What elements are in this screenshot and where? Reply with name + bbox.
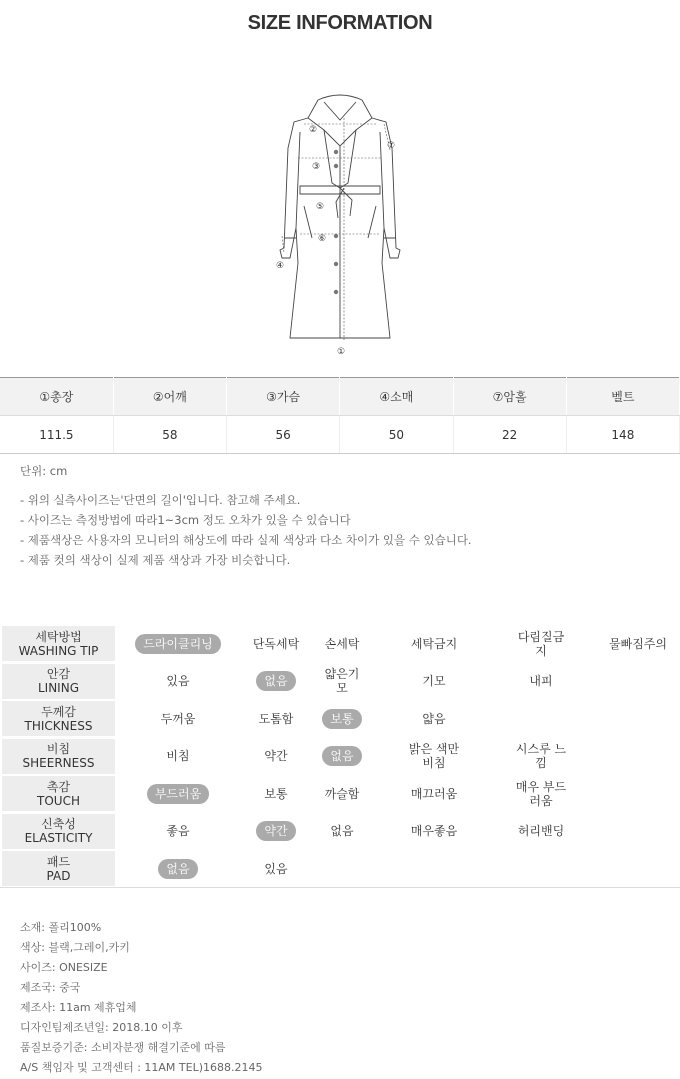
size-table [0,377,680,454]
size-header-belt: 벨트 [566,378,679,416]
size-value-sleeve: 50 [340,416,453,454]
property-label-en: SHEERNESS [22,756,95,770]
property-label-ko: 안감 [46,667,71,681]
property-option-label: 도톰함 [258,711,294,726]
property-option [394,775,474,813]
property-option-label: 드라이클리닝 [135,634,221,654]
note-item: - 사이즈는 측정방법에 따라1~3cm 정도 오차가 있을 수 있습니다 [20,513,351,527]
property-option-selected [311,738,373,776]
property-option-label: 부드러움 [147,784,209,804]
property-option-selected [134,850,222,888]
unit-label: 단위: cm [20,464,68,478]
property-label [2,814,115,849]
property-option [394,813,474,851]
property-option-label: 얇은기모 [324,667,360,696]
property-label-en: WASHING TIP [18,643,99,658]
property-row [0,663,680,701]
property-option-label: 없음 [322,746,361,766]
marker-hem: ⑥ [318,234,327,244]
size-value-shoulder: 58 [113,416,226,454]
property-option-label: 보통 [264,786,288,801]
property-option-label: 보통 [322,709,361,729]
coat-illustration [260,88,420,358]
property-option [506,813,576,851]
property-option-selected [241,663,311,701]
property-option-label: 손세탁 [324,636,360,651]
property-option [241,738,311,776]
property-option [506,738,576,776]
property-option-label: 비침 [166,749,190,764]
page-title: SIZE INFORMATION [247,12,433,34]
property-label [2,776,115,811]
property-option-label: 없음 [330,824,354,839]
marker-waist: ⑤ [316,202,325,212]
property-option-label: 물빠짐주의 [609,636,667,651]
property-option-label: 있음 [264,861,288,876]
property-label [2,664,115,699]
property-label [2,626,115,661]
property-option [311,813,373,851]
property-row [0,813,680,851]
property-label-ko: 두께감 [41,704,76,719]
property-option [134,813,222,851]
size-header-shoulder: ②어깨 [113,378,226,416]
property-option [394,738,474,776]
property-option-selected [311,700,373,738]
marker-sleeve: ④ [276,261,285,271]
measurement-markers [276,125,395,357]
property-option-label: 약간 [256,821,295,841]
property-label-en: ELASTICITY [24,831,93,845]
property-label-en: PAD [46,868,71,883]
property-option [134,700,222,738]
size-header-armhole: ⑦암홀 [453,378,566,416]
spec-country: 제조국: 중국 [20,981,81,994]
note-item: - 제품 컷의 색상이 실제 제품 색상과 가장 비슷합니다. [20,553,291,567]
property-option [506,663,576,701]
property-option-label: 얇음 [422,711,446,726]
spec-date: 디자인팀제조년일: 2018.10 이후 [20,1021,183,1034]
property-label-en: TOUCH [37,793,80,808]
size-table-value-row [0,416,680,454]
property-label-ko: 신축성 [41,817,76,831]
property-option [311,663,373,701]
property-row [0,700,680,738]
size-header-total-length: ①총장 [0,378,113,416]
property-label-en: LINING [37,681,79,695]
property-option-label: 매끄러움 [410,786,458,801]
property-option-label: 단독세탁 [252,636,300,651]
property-option-label: 매우좋음 [410,824,458,839]
property-label-ko: 패드 [46,854,71,869]
property-option-label: 기모 [422,674,446,689]
coat-diagram [260,88,420,358]
property-option [134,738,222,776]
property-option [394,700,474,738]
product-properties-table [0,625,680,888]
property-option [241,850,311,888]
size-value-total-length: 111.5 [0,416,113,454]
property-option [311,775,373,813]
marker-chest: ③ [312,162,321,172]
property-option [598,625,678,663]
property-option-label: 내피 [529,674,553,689]
property-option [506,625,576,663]
property-option-label: 세탁금지 [410,636,458,651]
property-row [0,850,680,888]
size-notes [20,490,660,570]
property-option [241,700,311,738]
property-option-label: 매우 부드러움 [515,779,567,808]
property-option-label: 시스루 느낌 [515,742,567,771]
property-option-selected [134,775,222,813]
note-item: - 제품색상은 사용자의 모니터의 해상도에 따라 실제 색상과 다소 차이가 있을 수 있습니다. [20,533,472,547]
size-value-chest: 56 [227,416,340,454]
spec-material: 소재: 폴리100% [20,921,102,934]
property-option-selected [241,813,311,851]
spec-customer-service: A/S 책임자 및 고객센터 : 11AM TEL)1688.2145 [20,1061,263,1074]
property-option [394,625,474,663]
property-option [241,775,311,813]
size-header-chest: ③가슴 [227,378,340,416]
property-option-selected [134,625,222,663]
property-label-ko: 세탁방법 [35,629,82,644]
property-label [2,701,115,736]
property-label [2,851,115,886]
marker-shoulder: ② [309,125,318,135]
property-option-label: 약간 [264,749,288,764]
note-item: - 위의 실측사이즈는'단면의 길이'입니다. 참고해 주세요. [20,493,301,507]
property-option [241,625,311,663]
property-label-ko: 비침 [46,742,71,756]
property-row [0,738,680,776]
property-option-label: 다림질금지 [517,629,565,658]
property-option [506,775,576,813]
spec-size: 사이즈: ONESIZE [20,961,108,974]
property-option-label: 있음 [166,674,190,689]
property-option-label: 밝은 색만 비침 [408,742,460,771]
property-option-label: 없음 [158,859,197,879]
property-option-label: 두꺼움 [160,711,196,726]
property-option [311,625,373,663]
property-option-label: 좋음 [166,824,190,839]
property-option-label: 없음 [256,671,295,691]
spec-manufacturer: 제조사: 11am 제휴업체 [20,1001,137,1014]
property-option-label: 허리밴딩 [517,824,565,839]
spec-color: 색상: 블랙,그레이,카키 [20,941,130,954]
divider [0,887,680,888]
property-label-ko: 촉감 [46,779,71,794]
size-header-sleeve: ④소매 [340,378,453,416]
property-row [0,775,680,813]
spec-warranty: 품질보증기준: 소비자분쟁 해결기준에 따름 [20,1041,226,1054]
size-table-header-row [0,378,680,416]
size-value-belt: 148 [566,416,679,454]
property-option [394,663,474,701]
marker-armhole: ⑦ [387,141,396,151]
property-label-en: THICKNESS [24,718,93,733]
marker-total-length: ① [337,347,346,357]
property-option-label: 까슬함 [324,786,360,801]
product-spec-list [20,918,660,1078]
property-row [0,625,680,663]
property-label [2,739,115,774]
property-option [134,663,222,701]
size-value-armhole: 22 [453,416,566,454]
